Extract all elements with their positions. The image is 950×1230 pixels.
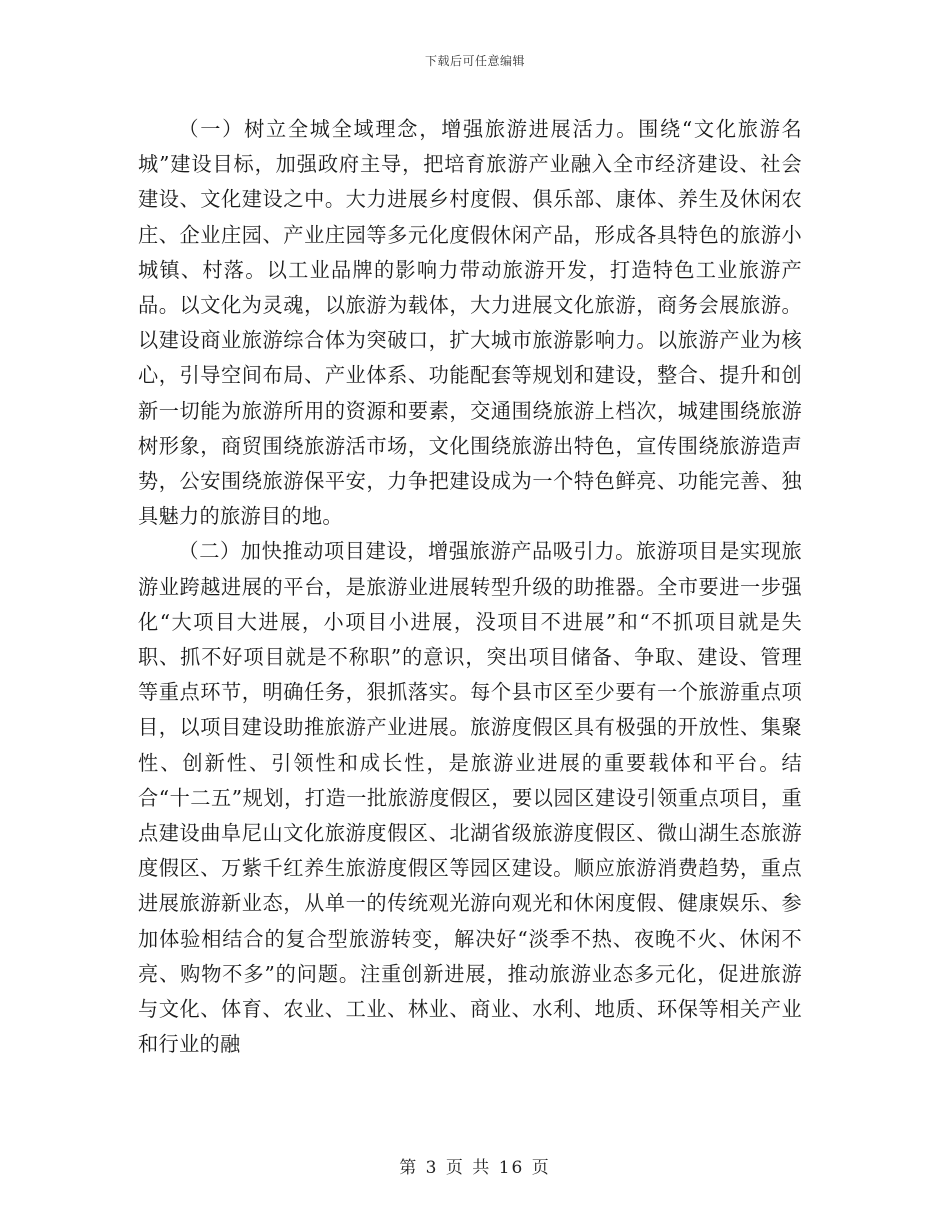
page-number: 第 3 页 共 16 页 — [399, 1158, 551, 1178]
page-header: 下载后可任意编辑 — [424, 54, 525, 68]
paragraph-1: （一）树立全城全域理念，增强旅游进展活力。围绕“文化旅游名城”建设目标，加强政府主导，把培育旅游产业融入全市经济建设、社会建设、文化建设之中。大力进展乡村度假、俱乐部、康体、养生及休闲农庄、企业庄园、产业庄园等多元化度假休闲产品，形成各具特色的旅游小城镇、村落。以工业品牌的影响力带动旅游开发，打造特色工业旅游产品。以文化为灵魂，以旅游为载体，大力进展文化旅游，商务会展旅游。以建设商业旅游综合体为突破口，扩大城市旅游影响力。以旅游产业为核心，引导空间布局、产业体系、功能配套等规划和建设，整合、提升和创新一切能为旅游所用的资源和要素，交通围绕旅游上档次，城建围绕旅游树形象，商贸围绕旅游活市场，文化围绕旅游出特色，宣传围绕旅游造声势，公安围绕旅游保平安，力争把建设成为一个特色鲜亮、功能完善、独具魅力的旅游目的地。 — [138, 117, 802, 529]
paragraph-2: （二）加快推动项目建设，增强旅游产品吸引力。旅游项目是实现旅游业跨越进展的平台，是旅游业进展转型升级的助推器。全市要进一步强化“大项目大进展，小项目小进展，没项目不进展”和“不抓项目就是失职、抓不好项目就是不称职”的意识，突出项目储备、争取、建设、管理等重点环节，明确任务，狠抓落实。每个县市区至少要有一个旅游重点项目，以项目建设助推旅游产业进展。旅游度假区具有极强的开放性、集聚性、创新性、引领性和成长性，是旅游业进展的重要载体和平台。结合“十二五”规划，打造一批旅游度假区，要以园区建设引领重点项目，重点建设曲阜尼山文化旅游度假区、北湖省级旅游度假区、微山湖生态旅游度假区、万紫千红养生旅游度假区等园区建设。顺应旅游消费趋势，重点进展旅游新业态，从单一的传统观光游向观光和休闲度假、健康娱乐、参加体验相结合的复合型旅游转变，解决好“淡季不热、夜晚不火、休闲不亮、购物不多”的问题。注重创新进展，推动旅游业态多元化，促进旅游与文化、体育、农业、工业、林业、商业、水利、地质、环保等相关产业和行业的融 — [138, 539, 802, 1057]
document-body — [138, 112, 802, 1062]
